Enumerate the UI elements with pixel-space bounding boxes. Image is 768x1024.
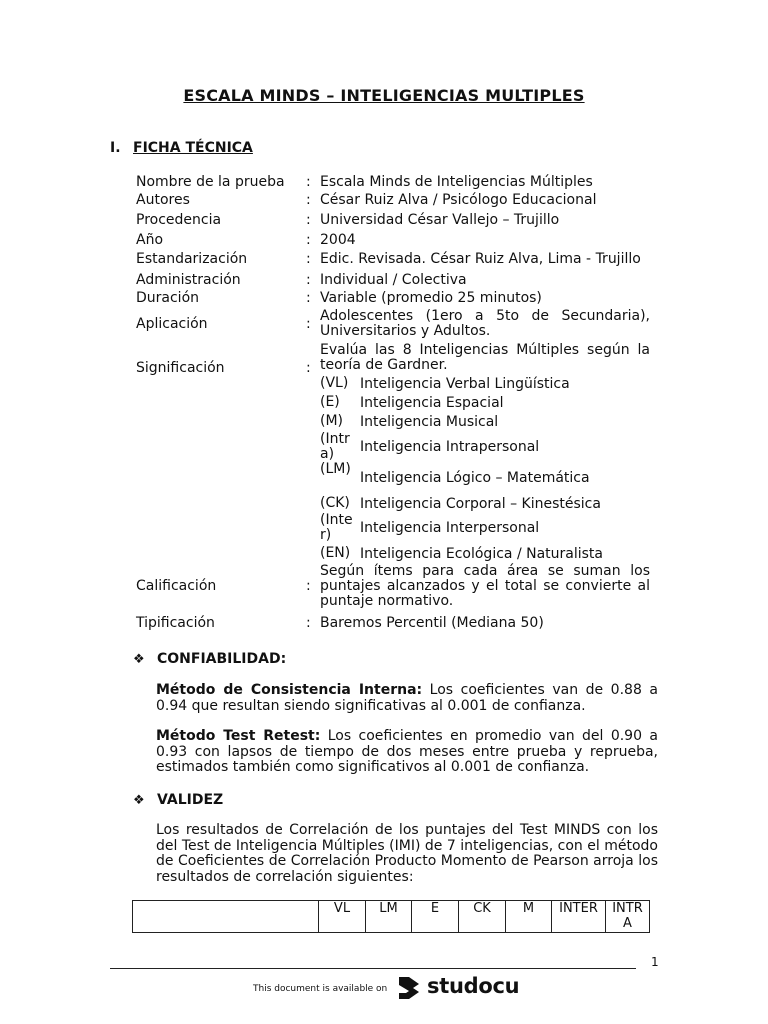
label-calificacion: Calificación	[136, 578, 217, 594]
section-number: I.	[110, 140, 121, 156]
validez-paragraph: Los resultados de Correlación de los puntajes del Test MINDS con los del Test de Inteligencia Múltiples (IMI) de 7 inteligencias, con el método de Coeficientes de Correlación Producto Momento de Pearson arroja los resultados de correlación siguientes:	[156, 822, 658, 885]
value-estandarizacion: Edic. Revisada. César Ruiz Alva, Lima - Trujillo	[320, 251, 641, 267]
intel-code: (Intra)	[320, 431, 350, 462]
section-title: FICHA TÉCNICA	[133, 140, 253, 156]
footer-divider	[110, 968, 636, 969]
intel-name: Inteligencia Intrapersonal	[360, 439, 540, 455]
value-tipificacion: Baremos Percentil (Mediana 50)	[320, 615, 544, 631]
intel-name: Inteligencia Ecológica / Naturalista	[360, 546, 603, 562]
document-title: ESCALA MINDS – INTELIGENCIAS MULTIPLES	[183, 86, 585, 105]
colon: :	[306, 174, 311, 190]
value-administracion: Individual / Colectiva	[320, 272, 467, 288]
table-header-cell: CK	[459, 901, 506, 933]
intel-code: (M)	[320, 413, 344, 429]
label-tipificacion: Tipificación	[136, 615, 215, 631]
colon: :	[306, 251, 311, 267]
intel-name: Inteligencia Lógico – Matemática	[360, 470, 590, 486]
table-header-cell: VL	[319, 901, 366, 933]
colon: :	[306, 192, 311, 208]
intel-code: (VL)	[320, 375, 349, 391]
colon: :	[306, 212, 311, 228]
table-header-cell: INTER	[552, 901, 606, 933]
studocu-logo-icon[interactable]	[393, 972, 425, 1004]
colon: :	[306, 272, 311, 288]
intel-name: Inteligencia Verbal Lingüística	[360, 376, 570, 392]
table-header-row	[133, 901, 650, 933]
value-significacion: Evalúa las 8 Inteligencias Múltiples según la teoría de Gardner.	[320, 342, 650, 373]
intel-code: (EN)	[320, 545, 351, 561]
label-administracion: Administración	[136, 272, 241, 288]
value-anio: 2004	[320, 232, 356, 248]
intel-name: Inteligencia Espacial	[360, 395, 504, 411]
value-calificacion: Según ítems para cada área se suman los puntajes alcanzados y el total se convierte al puntaje normativo.	[320, 563, 650, 609]
colon: :	[306, 232, 311, 248]
label-significacion: Significación	[136, 360, 225, 376]
diamond-bullet-icon: ❖	[133, 793, 145, 808]
confiabilidad-heading: CONFIABILIDAD:	[157, 651, 287, 667]
diamond-bullet-icon: ❖	[133, 652, 145, 667]
table-header-cell: M	[506, 901, 552, 933]
table-header-cell: INTRA	[606, 901, 650, 933]
value-autores: César Ruiz Alva / Psicólogo Educacional	[320, 192, 597, 208]
page-number: 1	[651, 955, 659, 969]
metodo-consistencia-text: Los coeficientes van de 0.88 a 0.94 que resultan siendo significativas al 0.001 de confianza.	[156, 682, 658, 714]
value-nombre: Escala Minds de Inteligencias Múltiples	[320, 174, 593, 190]
label-procedencia: Procedencia	[136, 212, 222, 228]
intel-code: (Inter)	[320, 512, 353, 543]
label-nombre: Nombre de la prueba	[136, 174, 285, 190]
intel-code: (CK)	[320, 495, 350, 511]
metodo-consistencia-label: Método de Consistencia Interna:	[156, 682, 423, 698]
label-autores: Autores	[136, 192, 190, 208]
colon: :	[306, 578, 311, 594]
available-on-text: This document is available on	[253, 984, 388, 994]
label-aplicacion: Aplicación	[136, 316, 208, 332]
table-header-cell: LM	[366, 901, 412, 933]
metodo-retest-paragraph	[156, 729, 658, 776]
label-estandarizacion: Estandarización	[136, 251, 248, 267]
colon: :	[306, 316, 311, 332]
table-header-cell: E	[412, 901, 459, 933]
studocu-brand[interactable]: studocu	[427, 974, 520, 998]
table-header-cell	[133, 901, 319, 933]
intel-name: Inteligencia Corporal – Kinestésica	[360, 496, 601, 512]
value-duracion: Variable (promedio 25 minutos)	[320, 290, 542, 306]
value-procedencia: Universidad César Vallejo – Trujillo	[320, 212, 560, 228]
correlation-table	[132, 900, 650, 933]
label-duracion: Duración	[136, 290, 200, 306]
intel-code: (E)	[320, 394, 340, 410]
intel-name: Inteligencia Interpersonal	[360, 520, 540, 536]
validez-heading: VALIDEZ	[157, 792, 224, 808]
value-aplicacion: Adolescentes (1ero a 5to de Secundaria), Universitarios y Adultos.	[320, 308, 650, 339]
metodo-retest-text: Los coeficientes en promedio van del 0.90 a 0.93 con lapsos de tiempo de dos meses entre prueba y reprueba, estimados también como significativos al 0.001 de confianza.	[156, 728, 658, 775]
label-anio: Año	[136, 232, 164, 248]
colon: :	[306, 615, 311, 631]
metodo-consistencia-paragraph	[156, 683, 658, 714]
colon: :	[306, 290, 311, 306]
colon: :	[306, 360, 311, 376]
intel-code: (LM)	[320, 461, 351, 477]
intel-name: Inteligencia Musical	[360, 414, 499, 430]
metodo-retest-label: Método Test Retest:	[156, 728, 321, 744]
